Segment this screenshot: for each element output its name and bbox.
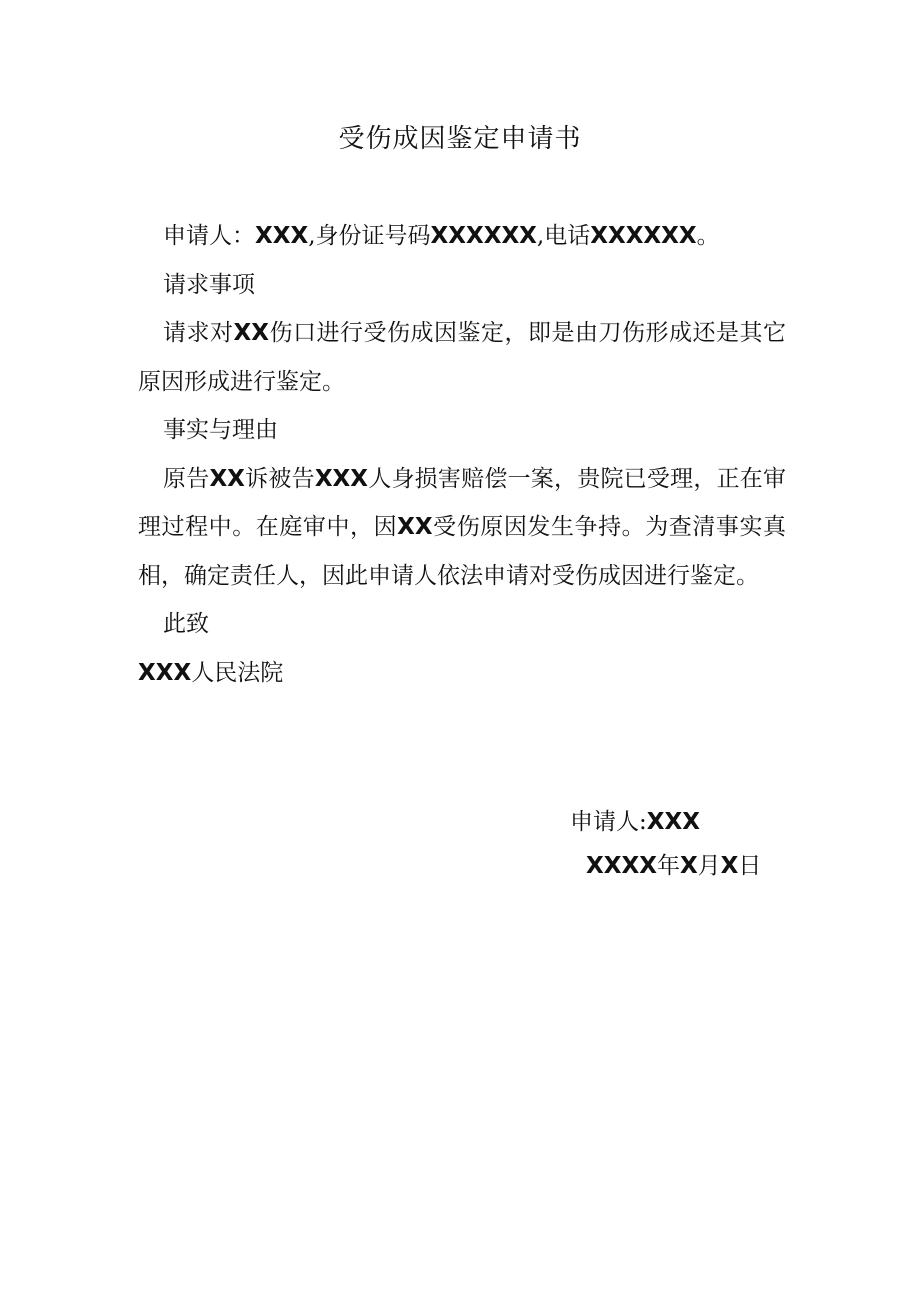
defendant-name: XXX — [314, 465, 369, 492]
facts-text-2: 诉被告 — [244, 465, 315, 492]
applicant-line-end: 。 — [696, 223, 720, 249]
facts-text-1: 原告 — [163, 465, 210, 492]
document-title: 受伤成因鉴定申请书 — [338, 124, 582, 154]
closing-line: 此致 — [163, 611, 209, 637]
facts-heading: 事实与理由 — [163, 417, 278, 443]
signature-label: 申请人: — [570, 809, 647, 835]
facts-text-3: 人身损害赔偿一案，贵院已受理，正在审理过程中。在庭审中，因 — [138, 465, 787, 540]
court-suffix: 人民法院 — [191, 659, 284, 686]
request-heading: 请求事项 — [163, 271, 255, 298]
plaintiff-name: XX — [209, 465, 245, 492]
date-year: XXXX — [586, 853, 657, 879]
id-label: ,身份证号码 — [308, 223, 431, 249]
signature-block — [570, 800, 761, 888]
applicant-line — [138, 212, 786, 261]
court-line — [138, 649, 786, 698]
date-year-suffix: 年 — [656, 853, 680, 879]
facts-xx: XX — [397, 514, 433, 540]
signature-date — [570, 844, 761, 888]
court-name: XXX — [138, 659, 192, 686]
applicant-label: 申请人： — [163, 223, 255, 249]
phone-label: ,电话 — [536, 223, 591, 249]
request-text-2: 伤口进行受伤成因鉴定，即是由刀伤形成还是其它原因形成进行鉴定。 — [138, 320, 787, 395]
phone-value: XXXXXX — [590, 223, 697, 249]
date-day-suffix: 日 — [738, 853, 762, 879]
applicant-name: XXX — [255, 223, 309, 249]
date-month-suffix: 月 — [697, 853, 721, 879]
facts-paragraph — [138, 455, 786, 601]
document-body — [138, 212, 786, 697]
request-xx: XX — [233, 320, 269, 346]
facts-text-4: 受伤原因发生争持。为查清事实真相，确定责任人，因此申请人依法申请对受伤成因进行鉴定。 — [138, 514, 787, 589]
request-text-1: 请求对 — [163, 320, 234, 346]
id-value: XXXXXX — [430, 223, 537, 249]
date-day: X — [720, 853, 739, 879]
signature-name: XXX — [646, 809, 700, 835]
signature-applicant — [570, 800, 761, 844]
date-month: X — [679, 853, 698, 879]
request-paragraph — [138, 309, 786, 406]
